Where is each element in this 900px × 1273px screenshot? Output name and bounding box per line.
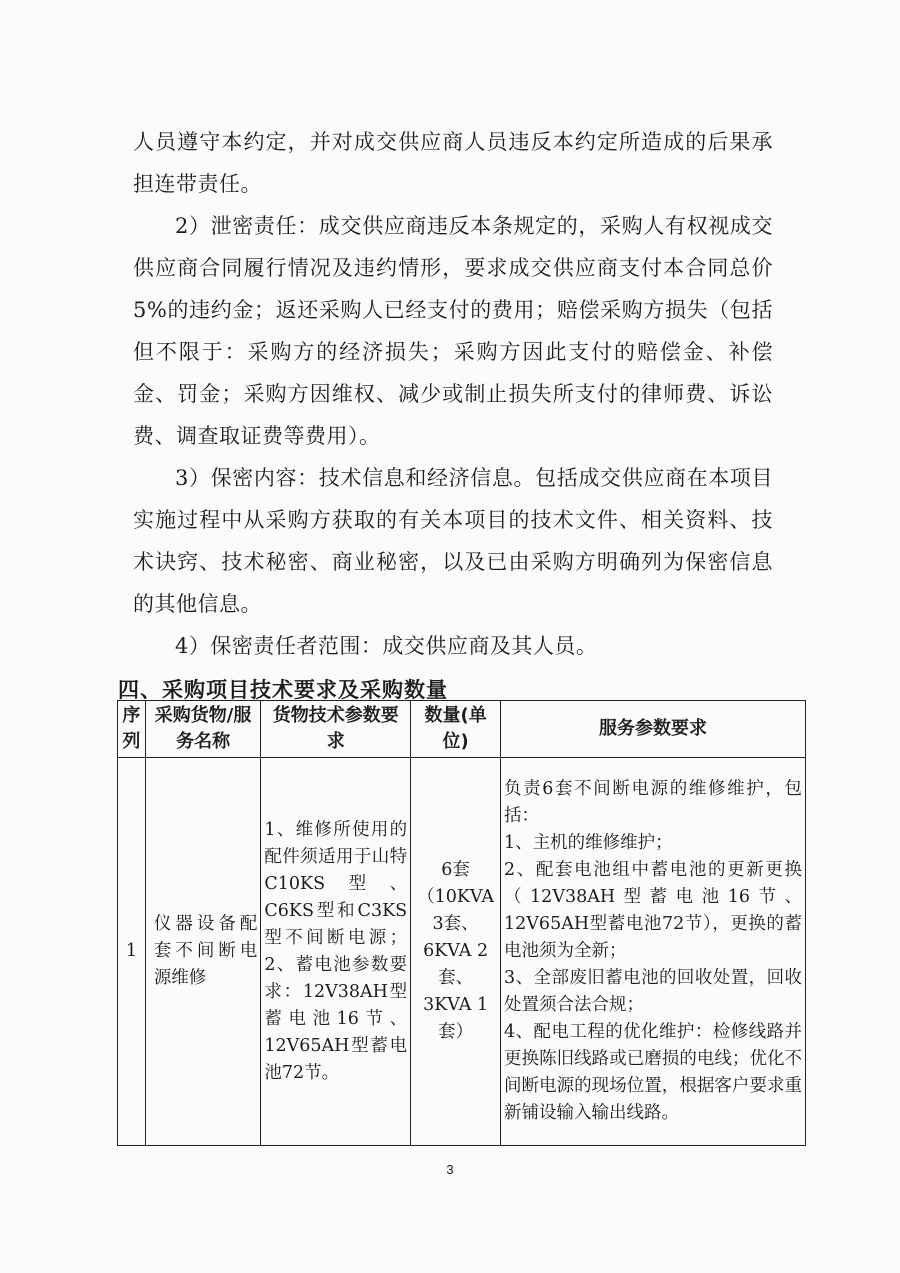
service-line: 负责6套不间断电源的维修维护，包括： <box>504 779 802 826</box>
header-qty: 数量(单位) <box>411 701 501 758</box>
paragraph-continuation: 人员遵守本约定，并对成交供应商人员违反本约定所造成的后果承担连带责任。 <box>133 130 773 196</box>
table-row <box>118 758 806 1146</box>
cell-name: 仪器设备配套不间断电源维修 <box>145 758 261 1146</box>
header-seq: 序列 <box>118 701 146 758</box>
paragraph-leak-liability: 2）泄密责任：成交供应商违反本条规定的，采购人有权视成交供应商合同履行情况及违约情形，要求成交供应商支付本合同总价5%的违约金；返还采购人已经支付的费用；赔偿采购方损失（包括但不限于：采购方的经济损失；采购方因此支付的赔偿金、补偿金、罚金；采购方因维权、减少或制止损失所支付的律师费、诉讼费、调查取证费等费用）。 <box>133 214 773 448</box>
section-heading: 四、采购项目技术要求及采购数量 <box>118 678 448 702</box>
table-header-row <box>118 701 806 758</box>
service-line: 1、主机的维修维护； <box>504 833 673 853</box>
cell-service <box>501 758 806 1146</box>
service-line: 2、配套电池组中蓄电池的更新更换（12V38AH型蓄电池16节、12V65AH型蓄电池72节），更换的蓄电池须为全新； <box>504 860 802 961</box>
cell-qty: 6套（10KVA 3套、6KVA 2套、3KVA 1套） <box>411 758 501 1146</box>
cell-tech: 1、维修所使用的配件须适用于山特C10KS型、C6KS型和C3KS型不间断电源；2、蓄电池参数要求：12V38AH型蓄电池16节、12V65AH型蓄电池72节。 <box>261 758 411 1146</box>
paragraph-confidential-content: 3）保密内容：技术信息和经济信息。包括成交供应商在本项目实施过程中从采购方获取的有关本项目的技术文件、相关资料、技术诀窍、技术秘密、商业秘密，以及已由采购方明确列为保密信息的其他信息。 <box>133 466 773 616</box>
header-name: 采购货物/服务名称 <box>145 701 261 758</box>
paragraph-confidential-scope: 4）保密责任者范围：成交供应商及其人员。 <box>175 634 598 658</box>
spec-table <box>117 700 806 1146</box>
service-line: 4、配电工程的优化维护：检修线路并更换陈旧线路或已磨损的电线；优化不间断电源的现场位置，根据客户要求重新铺设输入输出线路。 <box>504 1022 802 1123</box>
service-line: 3、全部废旧蓄电池的回收处置，回收处置须合法合规； <box>504 968 802 1015</box>
page-number: 3 <box>446 1162 454 1177</box>
header-tech: 货物技术参数要求 <box>261 701 411 758</box>
header-service: 服务参数要求 <box>501 701 806 758</box>
cell-seq: 1 <box>118 758 146 1146</box>
